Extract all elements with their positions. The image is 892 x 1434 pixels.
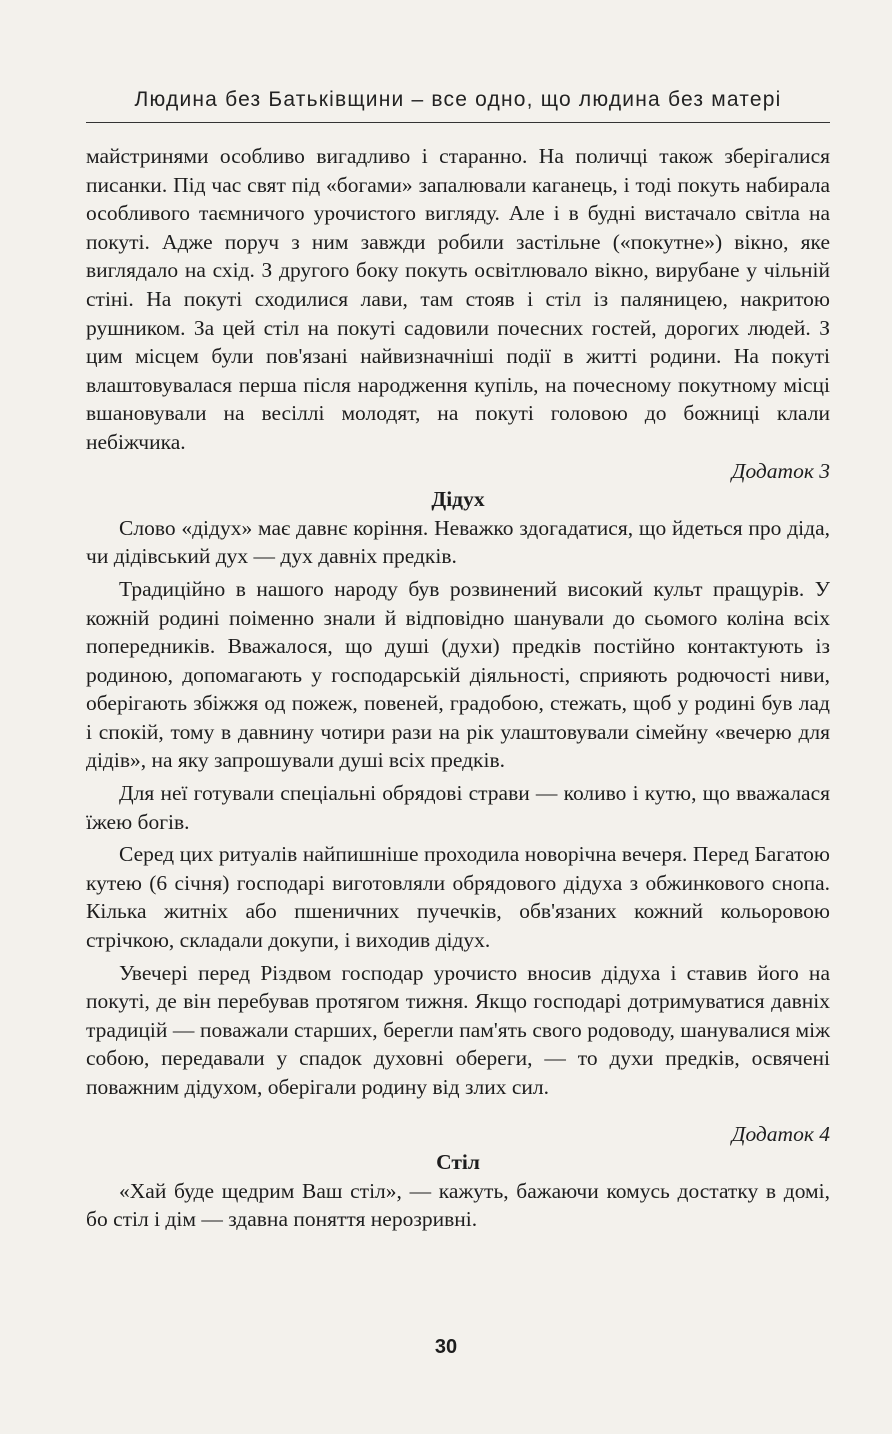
section-title: Стіл (436, 1150, 480, 1175)
paragraph: Традиційно в нашого народу був розвинений високий культ пращурів. У кожній родині поіменно знали й відповідно шанували до сьомого коліна всіх попередників. Вважалося, що душі (духи) предків постійно контактують із родиною, допомагають у господарській діяльності, сприяють родючості ниви, оберігають збіжжя од пожеж, повеней, градобою, стежать, щоб у родині був лад і спокій, тому в давнину чотири рази на рік улаштовували сімейну «вечерю для дідів», на яку запрошували душі всіх предків. (86, 576, 830, 773)
page-number: 30 (434, 1336, 458, 1358)
section-title: Дідух (431, 487, 485, 512)
paragraph: Слово «дідух» має давнє коріння. Неважко здогадатися, що йдеться про діда, чи дідівський дух — дух давніх предків. (86, 515, 830, 569)
running-header: Людина без Батьківщини – все одно, що людина без матері (134, 88, 782, 111)
paragraph: майстринями особливо вигадливо і старанно. На поличці також зберігалися писанки. Під час свят під «богами» запалювали каганець, і тоді покуть набирала особливого таємничого урочистого вигляду. Але і в будні вистачало світла на покуті. Адже поруч з ним завжди робили застільне («покутне») вікно, яке виглядало на схід. З другого боку покуть освітлювало вікно, вирубане у чільній стіні. На покуті сходилися лави, там стояв і стіл із паляницею, накритою рушником. За цей стіл на покуті садовили почесних гостей, дорогих людей. З цим місцем були пов'язані найвизначніші події в житті родини. На покуті влаштовувалася перша після народження купіль, на почесному покутному місці вшановували на весіллі молодят, на покуті головою до божниці клали небіжчика. (86, 144, 830, 454)
paragraph: Серед цих ритуалів найпишніше проходила новорічна вечеря. Перед Багатою кутею (6 січня) господарі виготовляли обрядового дідуха з обжинкового снопа. Кілька житніх або пшеничних пучечків, обв'язаних кожний кольоровою стрічкою, складали докупи, і виходив дідух. (86, 842, 830, 953)
header-rule (86, 122, 830, 123)
page-body (86, 142, 830, 1234)
paragraph: Увечері перед Різдвом господар урочисто вносив дідуха і ставив його на покуті, де він перебував протягом тижня. Якщо господарі дотримуватися давніх традицій — поважали старших, берегли пам'ять свого родоводу, шанувалися між собою, передавали у спадок духовні обереги, — то духи предків, освячені поважним дідухом, оберігали родину від злих сил. (86, 960, 830, 1099)
appendix-label: Додаток 3 (731, 458, 830, 483)
paragraph: «Хай буде щедрим Ваш стіл», — кажуть, бажаючи комусь достатку в домі, бо стіл і дім — здавна поняття нерозривні. (86, 1178, 830, 1232)
paragraph: Для неї готували спеціальні обрядові страви — коливо і кутю, що вважалася їжею богів. (86, 781, 830, 834)
appendix-label: Додаток 4 (731, 1121, 830, 1146)
